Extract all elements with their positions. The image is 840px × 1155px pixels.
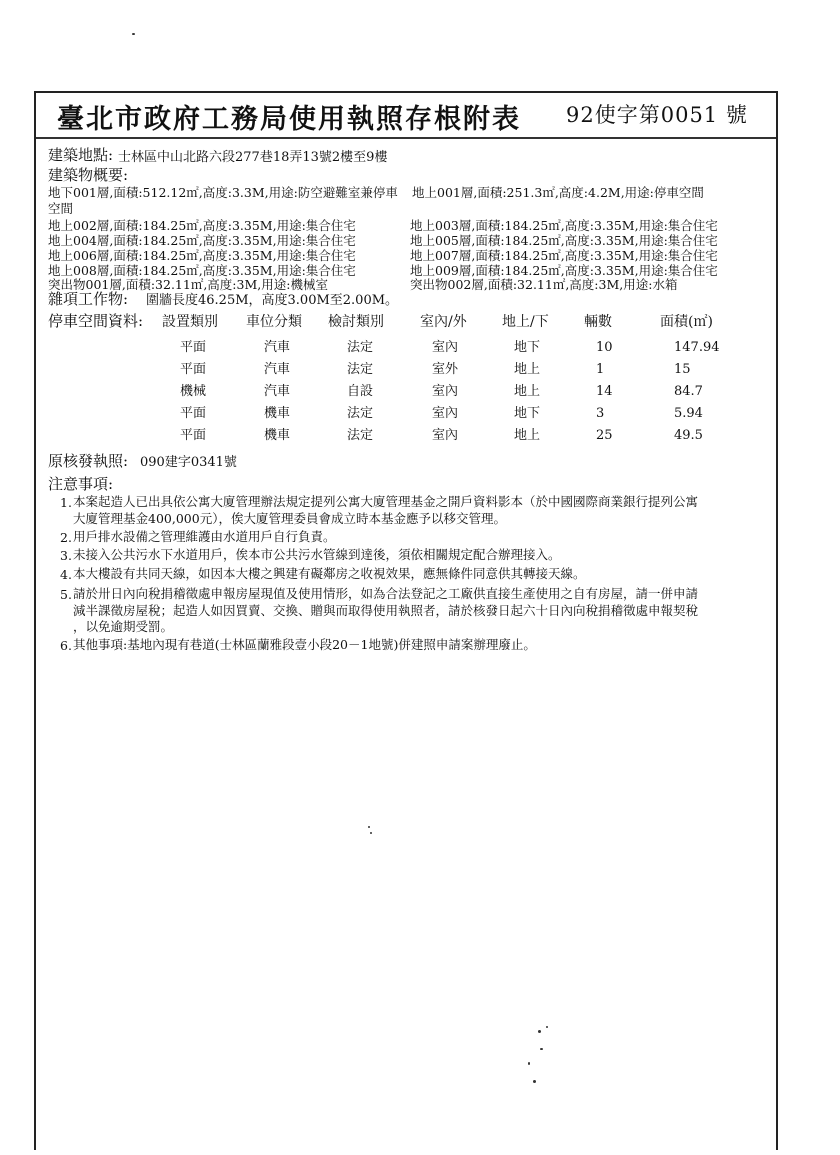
parking-header: 輛數 [584,314,612,330]
page-border-left [34,92,36,1150]
parking-cell: 平面 [180,362,207,377]
note-line: 請於卅日內向稅捐稽徵處申報房屋現值及使用情形，如為合法登記之工廠供直接生產使用之自有房屋，請一併申請 [73,586,699,601]
note-number: 5. [60,587,72,602]
parking-cell: 法定 [347,428,374,443]
parking-cell: 汽車 [264,384,291,399]
scan-speck [132,33,135,35]
parking-cell: 地上 [514,384,541,399]
floor-left: 地上004層,面積:184.25㎡,高度:3.35M,用途:集合住宅 [48,233,356,248]
parking-cell: 地下 [514,340,541,355]
scan-speck [538,1030,541,1033]
parking-header: 檢討類別 [328,314,384,330]
parking-cell: 室內 [432,340,459,355]
original-permit-value: 090建字0341號 [140,455,237,470]
notes-label: 注意事項: [48,475,114,493]
parking-header: 室內/外 [420,314,467,330]
floor-right: 突出物002層,面積:32.11㎡,高度:3M,用途:水箱 [410,277,678,292]
parking-label: 停車空間資料: [48,312,144,330]
note-number: 3. [60,548,72,563]
parking-cell: 汽車 [264,340,291,355]
scan-speck [533,1080,536,1083]
parking-cell: 5.94 [674,406,703,421]
page-border-top [34,91,778,93]
note-line: 未接入公共污水下水道用戶，俟本市公共污水管線到達後，須依相關規定配合辦理接入。 [73,547,561,562]
scan-speck [368,826,370,828]
parking-cell: 84.7 [674,384,703,399]
note-number: 1. [60,495,72,510]
scan-speck [546,1026,548,1028]
parking-cell: 室外 [432,362,459,377]
floor-left: 突出物001層,面積:32.11㎡,高度:3M,用途:機械室 [48,277,328,292]
parking-header: 面積(㎡) [660,314,713,330]
floor-left: 地上006層,面積:184.25㎡,高度:3.35M,用途:集合住宅 [48,248,356,263]
parking-cell: 147.94 [674,340,720,355]
address-value: 士林區中山北路六段277巷18弄13號2樓至9樓 [118,150,388,165]
floor-right: 地上003層,面積:184.25㎡,高度:3.35M,用途:集合住宅 [410,218,718,233]
parking-cell: 室內 [432,428,459,443]
floor-right: 地上005層,面積:184.25㎡,高度:3.35M,用途:集合住宅 [410,233,718,248]
note-number: 4. [60,567,72,582]
scan-speck [528,1062,530,1065]
note-number: 6. [60,638,72,653]
parking-cell: 機車 [264,406,291,421]
floor-left: 地上008層,面積:184.25㎡,高度:3.35M,用途:集合住宅 [48,263,356,278]
note-line: 本大樓設有共同天線，如因本大樓之興建有礙鄰房之收視效果，應無條件同意供其轉接天線。 [73,566,586,581]
parking-cell: 平面 [180,428,207,443]
parking-cell: 法定 [347,340,374,355]
scan-speck [370,832,372,834]
parking-cell: 機車 [264,428,291,443]
address-label: 建築地點: [48,146,114,164]
parking-cell: 地下 [514,406,541,421]
parking-header: 地上/下 [502,314,549,330]
overview-label: 建築物概要: [48,166,129,184]
parking-cell: 49.5 [674,428,703,443]
floor-left: 空間 [48,201,74,216]
parking-cell: 1 [596,362,605,377]
note-item [73,529,793,546]
note-line: 用戶排水設備之管理維護由水道用戶自行負責。 [73,529,336,544]
note-item [73,494,793,527]
parking-cell: 平面 [180,406,207,421]
note-item [73,637,793,654]
parking-cell: 平面 [180,340,207,355]
parking-cell: 自設 [347,384,374,399]
misc-value: 圍牆長度46.25M，高度3.00M至2.00M。 [146,293,399,308]
note-line: 大廈管理基金400,000元），俟大廈管理委員會成立時本基金應予以移交管理。 [73,510,506,526]
parking-cell: 3 [596,406,605,421]
parking-cell: 室內 [432,406,459,421]
parking-cell: 10 [596,340,613,355]
note-item [73,566,793,583]
parking-header: 設置類別 [162,314,218,330]
scan-speck [540,1048,543,1050]
parking-cell: 地上 [514,428,541,443]
floor-left: 地下001層,面積:512.12㎡,高度:3.3M,用途:防空避難室兼停車 [48,185,398,200]
parking-cell: 25 [596,428,613,443]
parking-cell: 法定 [347,406,374,421]
floor-right: 地上001層,面積:251.3㎡,高度:4.2M,用途:停車空間 [412,185,704,200]
floor-right: 地上009層,面積:184.25㎡,高度:3.35M,用途:集合住宅 [410,263,718,278]
parking-cell: 法定 [347,362,374,377]
note-number: 2. [60,530,72,545]
floor-right: 地上007層,面積:184.25㎡,高度:3.35M,用途:集合住宅 [410,248,718,263]
title-rule [36,137,776,139]
parking-cell: 機械 [180,384,207,399]
parking-cell: 14 [596,384,613,399]
note-item [73,586,793,636]
parking-cell: 汽車 [264,362,291,377]
note-line: 其他事項:基地內現有巷道(士林區蘭雅段壹小段20－1地號)併建照申請案辦理廢止。 [73,637,536,652]
parking-header: 車位分類 [246,314,302,330]
note-line: 減半課徵房屋稅；起造人如因買賣、交換、贈與而取得使用執照者，請於核發日起六十日內向稅捐稽徵處申報契稅 [73,602,699,618]
document-title: 臺北市政府工務局使用執照存根附表 [57,104,521,135]
parking-cell: 15 [674,362,691,377]
misc-label: 雜項工作物: [48,290,129,308]
note-line: 本案起造人已出具依公寓大廈管理辦法規定提列公寓大廈管理基金之開戶資料影本（於中國國際商業銀行提列公寓 [73,494,699,509]
original-permit-label: 原核發執照: [48,452,129,470]
note-item [73,547,793,564]
permit-number: 92使字第0051 號 [566,103,748,127]
note-line: ，以免逾期受罰。 [73,619,174,634]
parking-cell: 地上 [514,362,541,377]
floor-left: 地上002層,面積:184.25㎡,高度:3.35M,用途:集合住宅 [48,218,356,233]
parking-cell: 室內 [432,384,459,399]
